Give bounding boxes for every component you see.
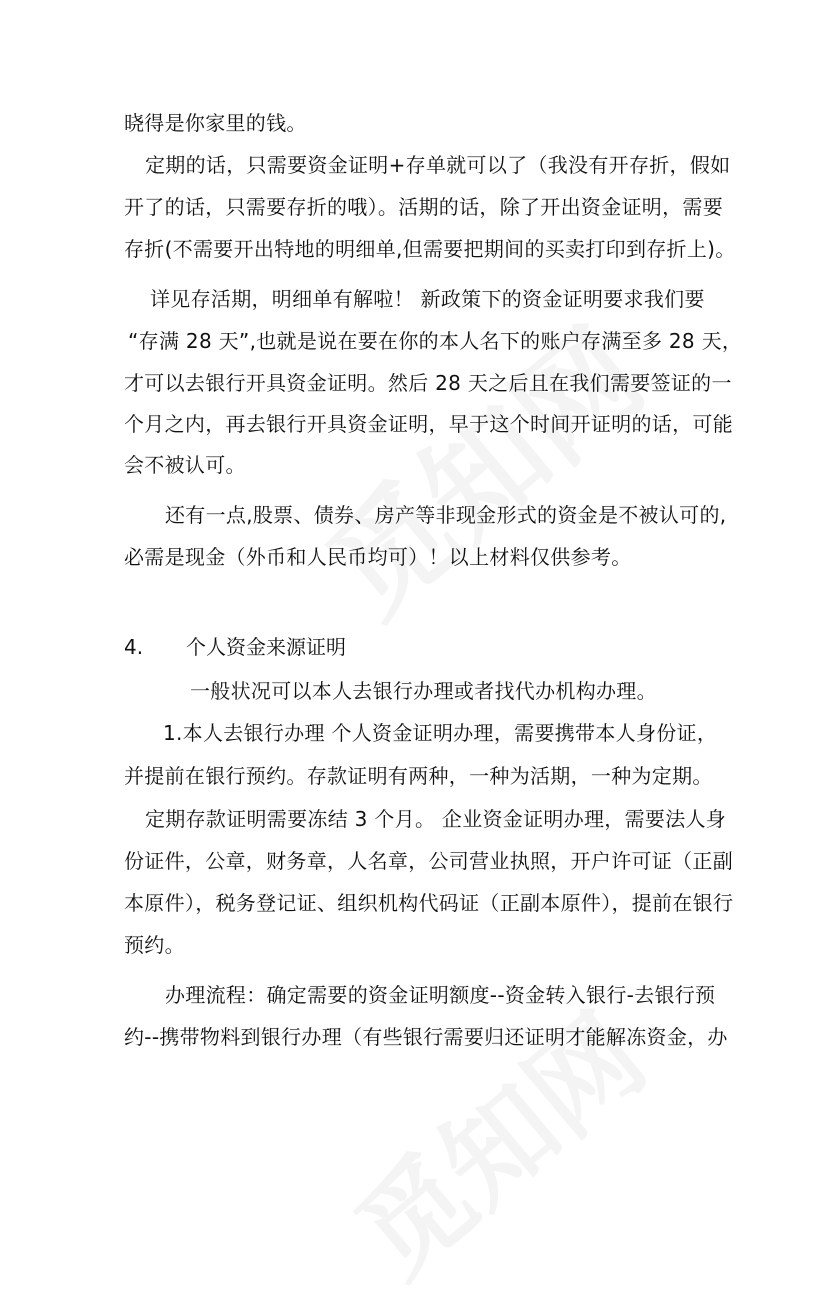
paragraph-line: 预约。 [124,933,185,957]
paragraph-line: 约--携带物料到银行办理（有些银行需要归还证明才能解冻资金，办 [124,1025,728,1049]
paragraph-line: 详见存活期，明细单有解啦！ 新政策下的资金证明要求我们要 [150,287,705,311]
paragraph-line: 必需是现金（外币和人民币均可）！以上材料仅供参考。 [124,545,632,569]
paragraph-line: 并提前在银行预约。存款证明有两种，一种为活期，一种为定期。 [124,764,713,788]
paragraph-line: 本原件），税务登记证、组织机构代码证（正副本原件），提前在银行 [124,891,734,915]
paragraph-line: 存折(不需要开出特地的明细单,但需要把期间的买卖打印到存折上)。 [124,237,736,261]
paragraph-line: 还有一点,股票、债券、房产等非现金形式的资金是不被认可的, [165,503,727,527]
paragraph-line: “存满 28 天”,也就是说在要在你的本人名下的账户存满至多 28 天， [128,329,743,353]
paragraph-line: 开了的话，只需要存折的哦）。活期的话，除了开出资金证明，需要 [124,195,723,219]
paragraph-line: 一般状况可以本人去银行办理或者找代办机构办理。 [190,679,657,703]
paragraph-line: 才可以去银行开具资金证明。然后 28 天之后且在我们需要签证的一 [124,371,732,395]
paragraph-line: 办理流程：确定需要的资金证明额度--资金转入银行-去银行预 [165,983,716,1007]
paragraph-line: 个月之内，再去银行开具资金证明，早于这个时间开证明的话，可能 [124,412,733,436]
paragraph-line: 会不被认可。 [124,453,246,477]
section-title: 个人资金来源证明 [186,635,346,659]
paragraph-line: 定期存款证明需要冻结 3 个月。 企业资金证明办理，需要法人身 [145,807,727,831]
paragraph-line: 1.本人去银行办理 个人资金证明办理，需要携带本人身份证， [163,721,718,745]
paragraph-line: 晓得是你家里的钱。 [124,111,307,135]
paragraph-line: 份证件，公章，财务章，人名章，公司营业执照，开户许可证（正副 [124,849,733,873]
paragraph-line: 定期的话，只需要资金证明+存单就可以了（我没有开存折，假如 [145,153,731,177]
section-number: 4. [124,635,144,659]
